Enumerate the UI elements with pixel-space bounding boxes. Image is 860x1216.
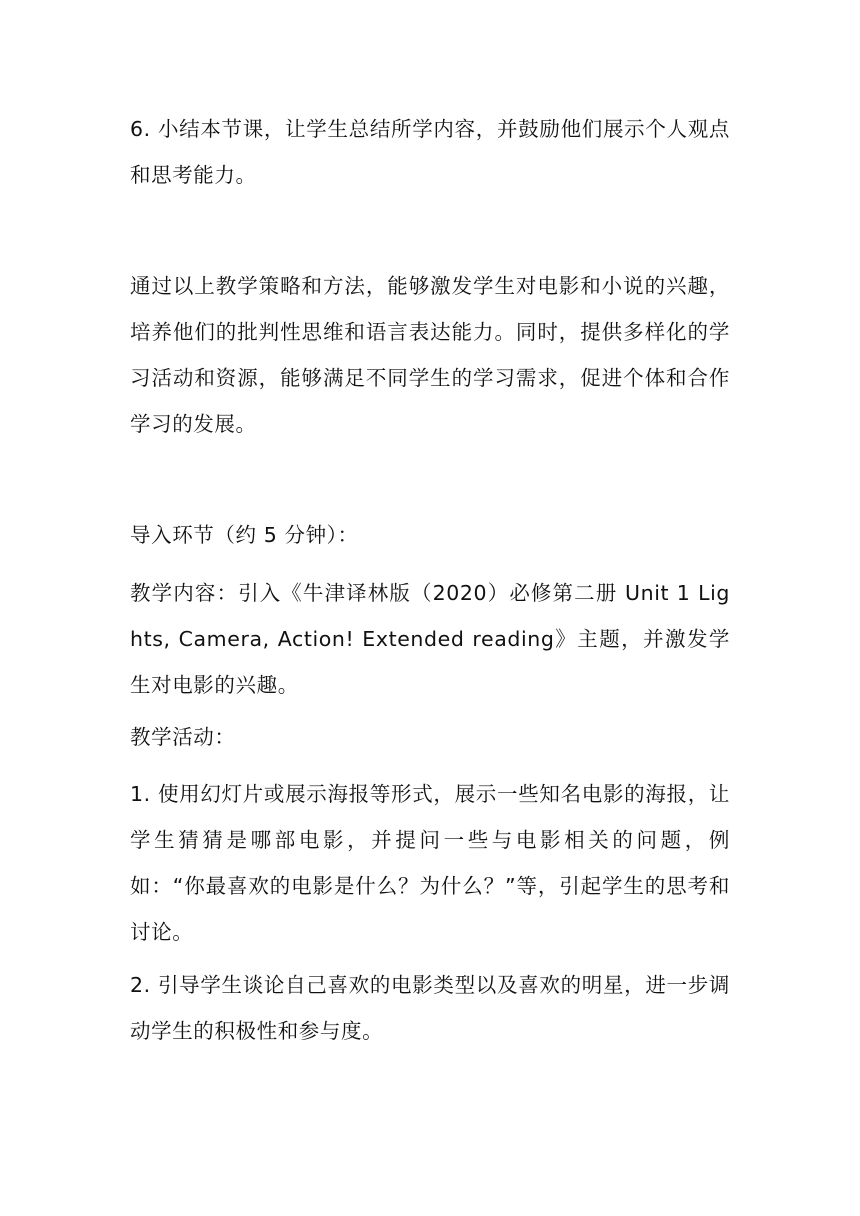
activities-heading: 教学活动： [130,725,236,749]
content-paragraph: 教学内容：引入《牛津译林版（2020）必修第二册 Unit 1 Lights, Camera, Action! Extended reading》主题，并激发学生对电影的兴趣。 [130,581,730,697]
activity-item-1: 1. 使用幻灯片或展示海报等形式，展示一些知名电影的海报，让学生猜猜是哪部电影，并提问一些与电影相关的问题，例如：“你最喜欢的电影是什么？为什么？”等，引起学生的思考和讨论。 [130,782,730,944]
intro-heading: 导入环节（约 5 分钟）： [130,523,359,547]
closing-paragraph: 通过以上教学策略和方法，能够激发学生对电影和小说的兴趣，培养他们的批判性思维和语言表达能力。同时，提供多样化的学习活动和资源，能够满足不同学生的学习需求，促进个体和合作学习的发展。 [130,274,730,436]
activity-item-2: 2. 引导学生谈论自己喜欢的电影类型以及喜欢的明星，进一步调动学生的积极性和参与度。 [130,973,730,1043]
summary-item-paragraph: 6. 小结本节课，让学生总结所学内容，并鼓励他们展示个人观点和思考能力。 [130,117,730,187]
